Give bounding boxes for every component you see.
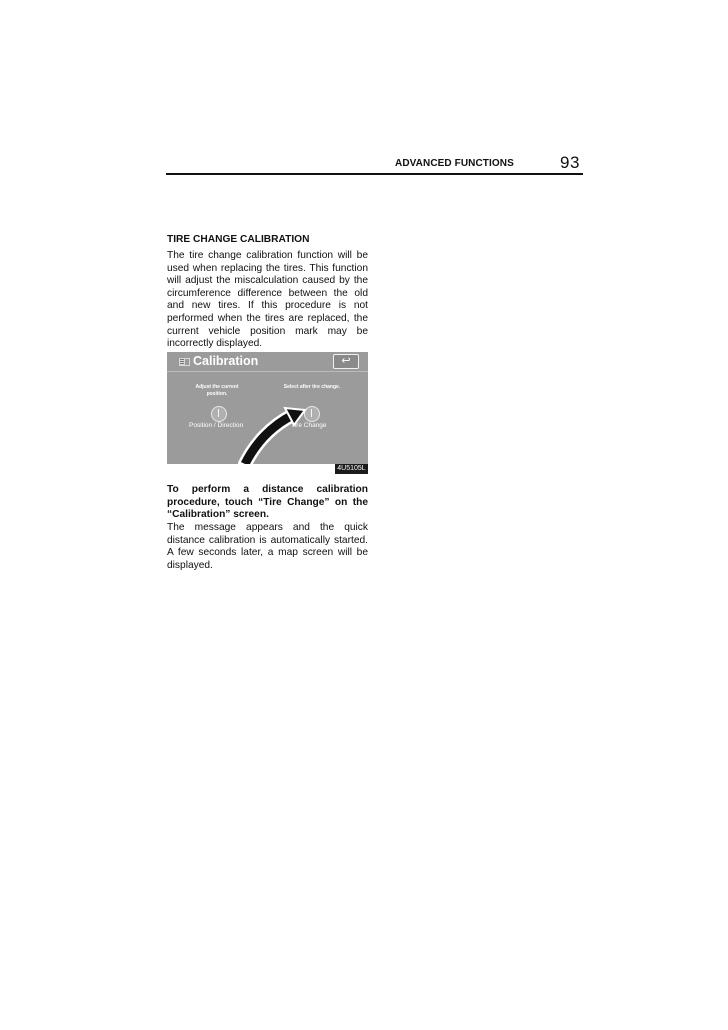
screen-title: Calibration	[193, 354, 259, 368]
result-paragraph: The message appears and the quick distance calibration is automatically started. A few seconds later, a map screen will be displayed.	[167, 522, 368, 571]
position-description: Adjust the current position.	[195, 384, 239, 397]
header-section-title: ADVANCED FUNCTIONS	[395, 158, 514, 169]
instruction-paragraph: To perform a distance calibration procedure, touch “Tire Change” on the “Calibration” screen.	[167, 484, 368, 521]
header-rule	[166, 173, 583, 175]
return-arrow-icon: ↩	[341, 355, 351, 367]
tire-change-button[interactable]: Tire Change	[291, 422, 327, 429]
page-number: 93	[560, 153, 580, 172]
tire-change-description: Select after tire change.	[283, 384, 341, 390]
calibration-screen-figure	[167, 352, 368, 464]
section-heading: TIRE CHANGE CALIBRATION	[167, 234, 310, 245]
figure-code-label: 4U5105L	[335, 464, 368, 474]
intro-paragraph: The tire change calibration function will be used when replacing the tires. This function will adjust the miscalculation caused by the circumference difference between the old and new tires. If this procedure is not performed when the tires are replaced, the current vehicle position mark may be incorrectly displayed.	[167, 250, 368, 350]
position-direction-button[interactable]: Position / Direction	[189, 422, 244, 429]
pointer-arrow-icon	[167, 352, 368, 464]
